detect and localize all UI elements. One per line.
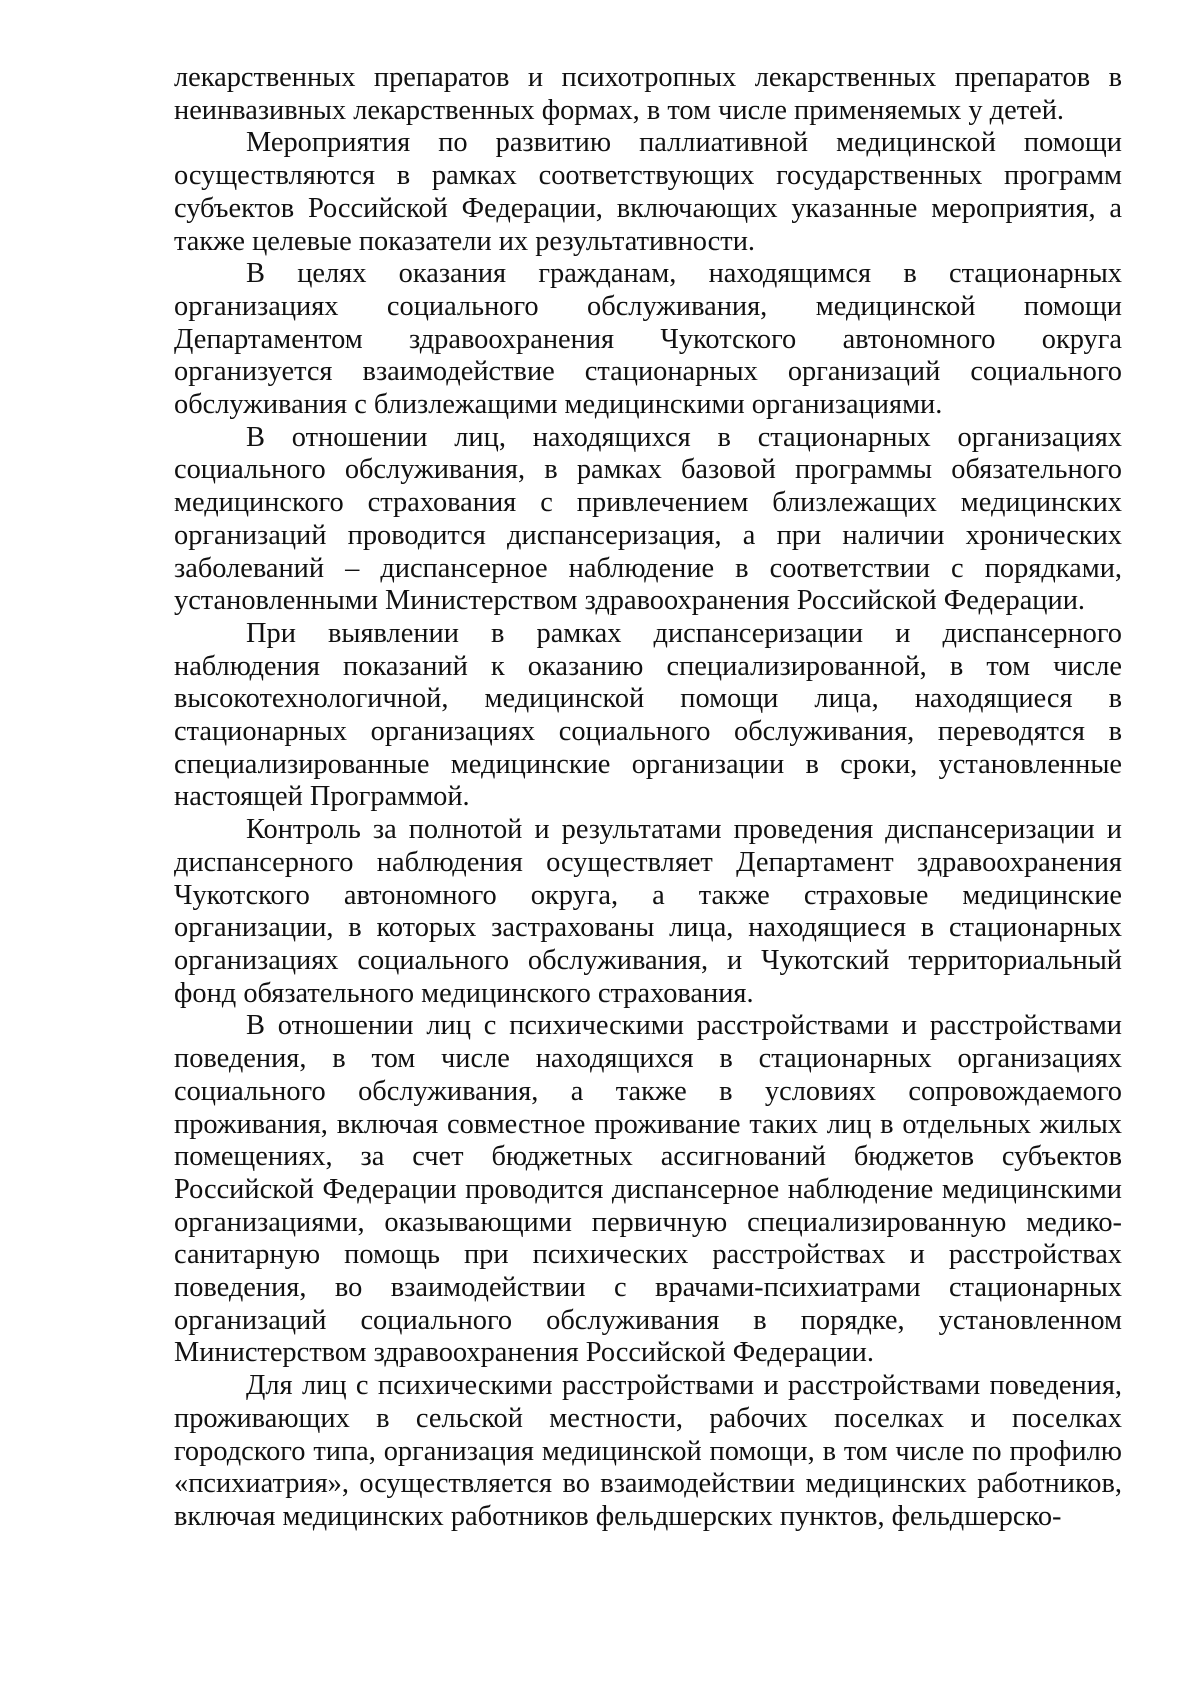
paragraph-4: В отношении лиц, находящихся в стационарных организациях социального обслуживания, в рамках базовой программы обязательного медицинского страхования с привлечением близлежащих медицинских организаций проводится диспансеризация, а при наличии хронических заболеваний – диспансерное наблюдение в соответствии с порядками, установленными Министерством здравоохранения Российской Федерации. <box>174 421 1122 617</box>
paragraph-5: При выявлении в рамках диспансеризации и диспансерного наблюдения показаний к оказанию специализированной, в том числе высокотехнологичной, медицинской помощи лица, находящиеся в стационарных организациях социального обслуживания, переводятся в специализированные медицинские организации в сроки, установленные настоящей Программой. <box>174 617 1122 813</box>
document-page <box>174 62 1122 1534</box>
paragraph-6: Контроль за полнотой и результатами проведения диспансеризации и диспансерного наблюдения осуществляет Департамент здравоохранения Чукотского автономного округа, а также страховые медицинские организации, в которых застрахованы лица, находящиеся в стационарных организациях социального обслуживания, и Чукотский территориальный фонд обязательного медицинского страхования. <box>174 814 1122 1009</box>
paragraph-2: Мероприятия по развитию паллиативной медицинской помощи осуществляются в рамках соответствующих государственных программ субъектов Российской Федерации, включающих указанные мероприятия, а также целевые показатели их результативности. <box>174 127 1122 257</box>
paragraph-7: В отношении лиц с психическими расстройствами и расстройствами поведения, в том числе находящихся в стационарных организациях социального обслуживания, а также в условиях сопровождаемого проживания, включая совместное проживание таких лиц в отдельных жилых помещениях, за счет бюджетных ассигнований бюджетов субъектов Российской Федерации проводится диспансерное наблюдение медицинскими организациями, оказывающими первичную специализированную медико-санитарную помощь при психических расстройствах и расстройствах поведения, во взаимодействии с врачами-психиатрами стационарных организаций социального обслуживания в порядке, установленном Министерством здравоохранения Российской Федерации. <box>174 1010 1122 1369</box>
paragraph-8: Для лиц с психическими расстройствами и расстройствами поведения, проживающих в сельской местности, рабочих поселках и поселках городского типа, организация медицинской помощи, в том числе по профилю «психиатрия», осуществляется во взаимодействии медицинских работников, включая медицинских работников фельдшерских пунктов, фельдшерско- <box>174 1370 1122 1532</box>
paragraph-3: В целях оказания гражданам, находящимся в стационарных организациях социального обслуживания, медицинской помощи Департаментом здравоохранения Чукотского автономного округа организуется взаимодействие стационарных организаций социального обслуживания с близлежащими медицинскими организациями. <box>174 258 1122 421</box>
paragraph-1: лекарственных препаратов и психотропных лекарственных препаратов в неинвазивных лекарственных формах, в том числе применяемых у детей. <box>174 62 1122 126</box>
